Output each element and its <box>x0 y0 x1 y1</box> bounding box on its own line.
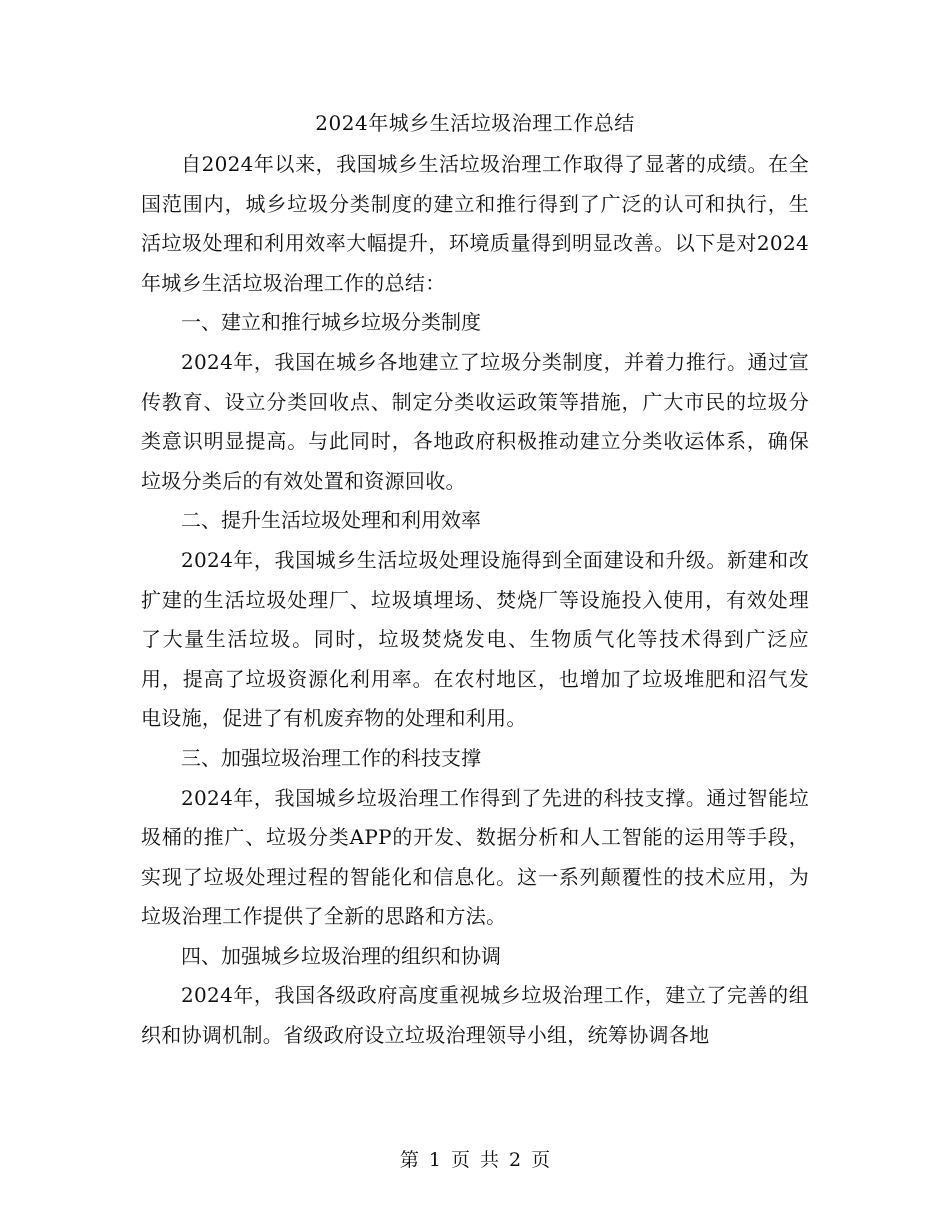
intro-paragraph: 自2024年以来，我国城乡生活垃圾治理工作取得了显著的成绩。在全国范围内，城乡垃圾分类制度的建立和推行得到了广泛的认可和执行，生活垃圾处理和利用效率大幅提升，环境质量得到明显改善。以下是对2024年城乡生活垃圾治理工作的总结： <box>141 152 809 295</box>
section-1-heading: 一、建立和推行城乡垃圾分类制度 <box>181 310 481 335</box>
section-2-heading: 二、提升生活垃圾处理和利用效率 <box>181 508 481 533</box>
section-4-heading: 四、加强城乡垃圾治理的组织和协调 <box>181 943 501 968</box>
document-title: 2024年城乡生活垃圾治理工作总结 <box>315 111 635 135</box>
section-1-paragraph: 2024年，我国在城乡各地建立了垃圾分类制度，并着力推行。通过宣传教育、设立分类回收点、制定分类收运政策等措施，广大市民的垃圾分类意识明显提高。与此同时，各地政府积极推动建立分类收运体系，确保垃圾分类后的有效处置和资源回收。 <box>141 349 809 493</box>
section-2-paragraph: 2024年，我国城乡生活垃圾处理设施得到全面建设和升级。新建和改扩建的生活垃圾处理厂、垃圾填埋场、焚烧厂等设施投入使用，有效处理了大量生活垃圾。同时，垃圾焚烧发电、生物质气化等技术得到广泛应用，提高了垃圾资源化利用率。在农村地区，也增加了垃圾堆肥和沼气发电设施，促进了有机废弃物的处理和利用。 <box>141 547 809 731</box>
section-4-paragraph: 2024年，我国各级政府高度重视城乡垃圾治理工作，建立了完善的组织和协调机制。省级政府设立垃圾治理领导小组，统筹协调各地 <box>141 983 809 1048</box>
section-3-heading: 三、加强垃圾治理工作的科技支撑 <box>181 745 481 770</box>
section-3-paragraph: 2024年，我国城乡垃圾治理工作得到了先进的科技支撑。通过智能垃圾桶的推广、垃圾分类APP的开发、数据分析和人工智能的运用等手段，实现了垃圾处理过程的智能化和信息化。这一系列颠覆性的技术应用，为垃圾治理工作提供了全新的思路和方法。 <box>141 785 809 929</box>
page-number-footer: 第 1 页 共 2 页 <box>399 1149 551 1171</box>
document-body <box>141 145 809 1056</box>
